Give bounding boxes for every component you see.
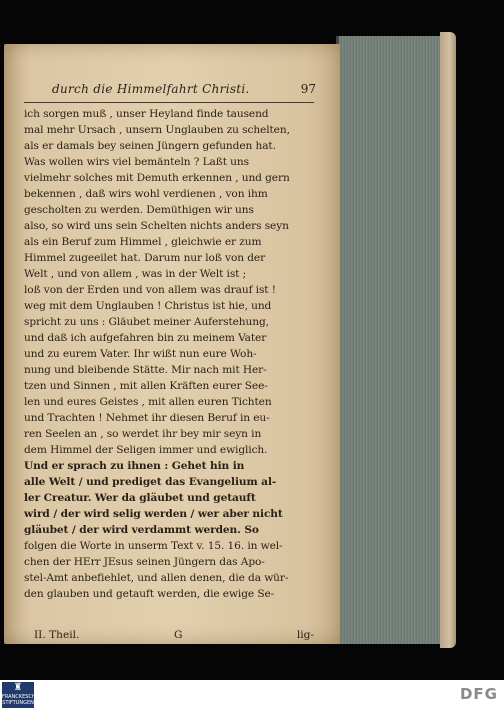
text-line: chen der HErr JEsus seinen Jüngern das Apo-	[24, 556, 265, 568]
running-header	[52, 82, 316, 100]
signature-mark: G	[174, 629, 183, 641]
text-line: ler Creatur. Wer da gläubet und getauft	[24, 492, 256, 504]
text-line: stel-Amt anbefiehlet, und allen denen, die da wür-	[24, 572, 289, 584]
header-title: durch die Himmelfahrt Christi.	[52, 82, 250, 96]
text-line: alle Welt / und prediget das Evangelium al-	[24, 476, 277, 488]
text-line: dem Himmel der Seligen immer und ewiglich.	[24, 444, 268, 456]
page-edges	[336, 36, 449, 644]
catchword: lig-	[296, 629, 314, 641]
text-line: spricht zu uns : Gläubet meiner Auferstehung,	[24, 316, 269, 328]
text-line: gläubet / der wird verdammt werden. So	[24, 524, 259, 536]
text-line: ich sorgen muß , unser Heyland finde tausend	[24, 108, 269, 120]
book	[4, 36, 456, 646]
text-line: als ein Beruf zum Himmel , gleichwie er zum	[24, 236, 262, 248]
text-line: den glauben und getauft werden, die ewige Se-	[24, 588, 275, 600]
text-line: gescholten zu werden. Demüthigen wir uns	[24, 204, 254, 216]
text-line: tzen und Sinnen , mit allen Kräften eurer See-	[24, 380, 268, 392]
text-line: Und er sprach zu ihnen : Gehet hin in	[24, 460, 245, 472]
book-page	[4, 44, 340, 644]
volume-label: II. Theil.	[34, 629, 80, 641]
text-line: Himmel zugeeilet hat. Darum nur loß von der	[24, 252, 266, 264]
text-line: als er damals bey seinen Jüngern gefunden hat.	[24, 140, 276, 152]
text-line: len und eures Geistes , mit allen euren Tichten	[24, 396, 272, 408]
institution-logo[interactable]	[2, 682, 39, 708]
viewer-bottom-bar	[0, 680, 504, 709]
dfg-logo[interactable]: DFG	[459, 685, 498, 703]
body-text	[24, 106, 314, 602]
text-line: Welt , und von allem , was in der Welt ist ;	[24, 268, 247, 280]
text-line: vielmehr solches mit Demuth erkennen , und gern	[24, 172, 290, 184]
text-line: folgen die Worte in unserm Text v. 15. 16. in wel-	[24, 540, 283, 552]
text-line: und daß ich aufgefahren bin zu meinem Vater	[24, 332, 267, 344]
text-line: und Trachten ! Nehmet ihr diesen Beruf in eu-	[24, 412, 270, 424]
page-footer	[24, 629, 314, 645]
text-line: mal mehr Ursach , unsern Unglauben zu schelten,	[24, 124, 290, 136]
logo-icon: ♜	[13, 682, 23, 693]
text-line: also, so wird uns sein Schelten nichts anders seyn	[24, 220, 289, 232]
text-line: weg mit dem Unglauben ! Christus ist hie, und	[24, 300, 272, 312]
text-line: bekennen , daß wirs wohl verdienen , von ihm	[24, 188, 268, 200]
book-cover	[440, 32, 456, 648]
text-line: und zu eurem Vater. Ihr wißt nun eure Woh-	[24, 348, 257, 360]
header-rule	[24, 102, 314, 103]
text-line: Was wollen wirs viel bemänteln ? Laßt uns	[24, 156, 249, 168]
text-line: nung und bleibende Stätte. Mir nach mit Her-	[24, 364, 267, 376]
text-line: ren Seelen an , so werdet ihr bey mir seyn in	[24, 428, 262, 440]
logo-text: FRANCKESCHE STIFTUNGEN	[2, 694, 39, 706]
page-number: 97	[300, 82, 316, 96]
text-line: wird / der wird selig werden / wer aber nicht	[24, 508, 283, 520]
text-line: loß von der Erden und von allem was drauf ist !	[24, 284, 276, 296]
